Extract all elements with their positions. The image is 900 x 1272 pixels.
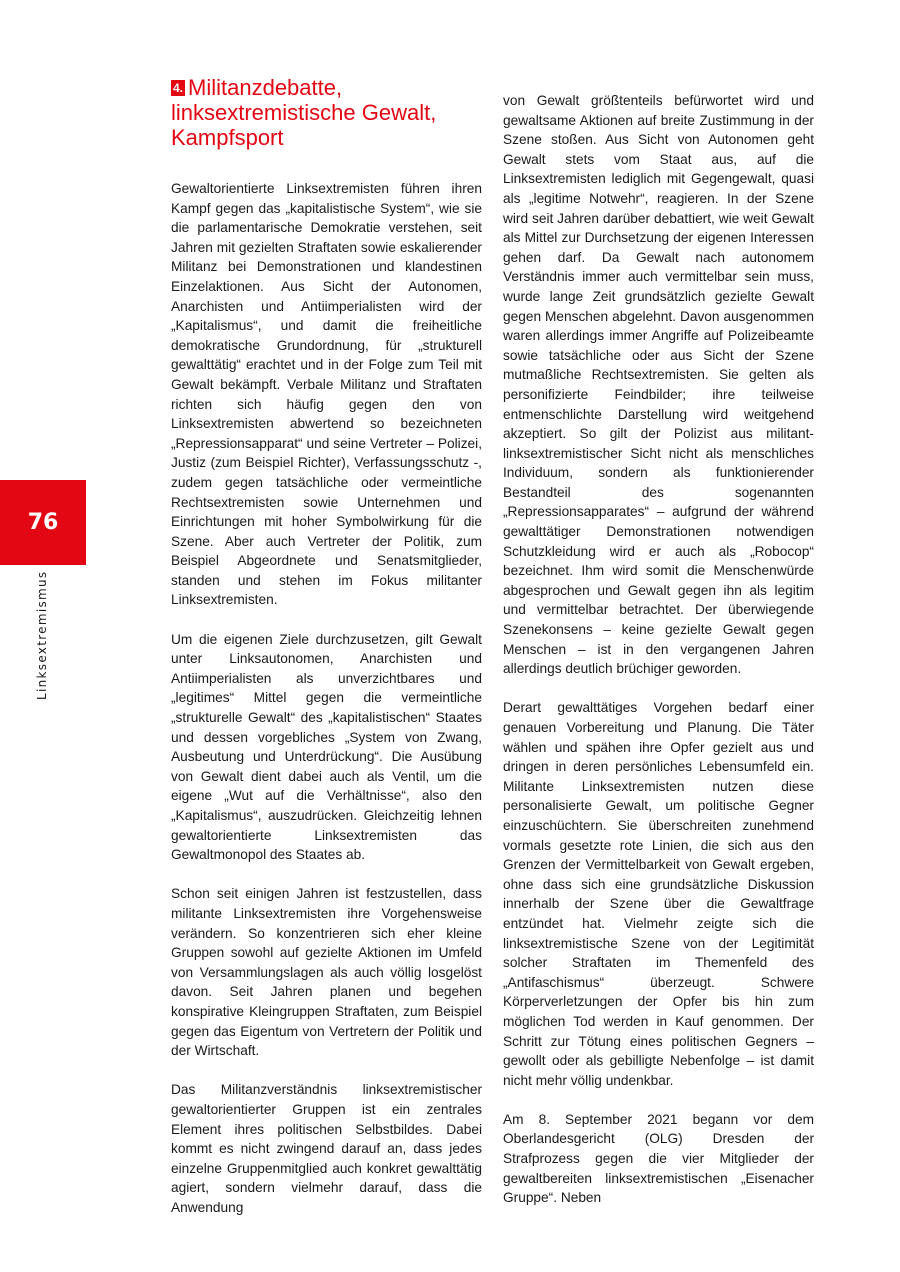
section-label: Linksextremismus [35, 570, 49, 700]
paragraph: Am 8. September 2021 begann vor dem Oberlandesgericht (OLG) Dresden der Strafprozess gegen die vier Mitglieder der gewaltbereiten linksextremistischen „Eisenacher Gruppe“. Neben [503, 1111, 814, 1206]
left-column [171, 75, 482, 1237]
page-number: 76 [27, 510, 59, 535]
paragraph: Derart gewalttätiges Vorgehen bedarf einer genauen Vorbereitung und Planung. Die Täter wählen und spähen ihre Opfer gezielt aus und dringen in deren persönliches Lebensumfeld ein. Militante Linksextremisten nutzen diese personalisierte Gewalt, um politische Gegner einzuschüchtern. Sie überschreiten zunehmend vormals gesetzte rote Linien, die sich aus den Grenzen der Vermittelbarkeit von Gewalt ergeben, ohne dass sich eine grundsätzliche Diskussion innerhalb der Szene über die Gewaltfrage entzündet hat. Vielmehr zeigte sich die linksextremistische Szene von der Legitimität solcher Straftaten im Themenfeld des „Antifaschismus“ überzeugt. Schwere Körperverletzungen der Opfer bis hin zum möglichen Tod werden in Kauf genommen. Der Schritt zur Tötung eines politischen Gegners – gewollt oder als gebilligte Nebenfolge – ist damit nicht mehr völlig undenkbar. [503, 700, 814, 1088]
paragraph: Das Militanzverständnis linksextremistischer gewaltorientierter Gruppen ist ein zentrales Element ihres politischen Selbstbildes. Dabei kommt es nicht zwingend darauf an, dass jedes einzelne Gruppenmitglied auch konkret gewalttätig agiert, sondern vielmehr darauf, dass die Anwendung [171, 1082, 482, 1215]
paragraph: Gewaltorientierte Linksextremisten führen ihren Kampf gegen das „kapitalistische System“, wie sie die parlamentarische Demokratie verstehen, seit Jahren mit gezielten Straftaten sowie eskalierender Militanz bei Demonstrationen und klandestinen Einzelaktionen. Aus Sicht der Autonomen, Anarchisten und Antiimperialisten wird der „Kapitalismus“, und damit die freiheitliche demokratische Grundordnung, für „strukturell gewalttätig“ erachtet und in der Folge zum Teil mit Gewalt bekämpft. Verbale Militanz und Straftaten richten sich häufig gegen den von Linksextremisten abwertend so bezeichneten „Repressionsapparat“ und seine Vertreter – Polizei, Justiz (zum Beispiel Richter), Verfassungsschutz -, zudem gegen tatsächliche oder vermeintliche Rechtsextremisten sowie Unternehmen und Einrichtungen mit hoher Symbolwirkung für die Szene. Aber auch Vertreter der Politik, zum Beispiel Abgeordnete und Senatsmitglieder, standen und stehen im Fokus militanter Linksextremisten. [171, 181, 482, 608]
section-heading [171, 75, 482, 150]
paragraph: Um die eigenen Ziele durchzusetzen, gilt Gewalt unter Linksautonomen, Anarchisten und Antiimperialisten als unverzichtbares und „legitimes“ Mittel gegen die vermeintliche „strukturelle Gewalt“ des „kapitalistischen“ Staates und dessen vorgebliches „System von Zwang, Ausbeutung und Unterdrückung“. Die Ausübung von Gewalt dient dabei auch als Ventil, um die eigene „Wut auf die Verhältnisse“, also den „Kapitalismus“, auszudrücken. Gleichzeitig lehnen gewaltorientierte Linksextremisten das Gewaltmonopol des Staates ab. [171, 631, 482, 863]
paragraph: Schon seit einigen Jahren ist festzustellen, dass militante Linksextremisten ihre Vorgehensweise verändern. So konzentrieren sich eher kleine Gruppen sowohl auf gezielte Aktionen im Umfeld von Versammlungslagen als auch völlig losgelöst davon. Seit Jahren planen und begehen konspirative Kleingruppen Straftaten, zum Beispiel gegen das Eigentum von Vertretern der Politik und der Wirtschaft. [171, 886, 482, 1059]
paragraph: von Gewalt größtenteils befürwortet wird und gewaltsame Aktionen auf breite Zustimmung in der Szene stoßen. Aus Sicht von Autonomen geht Gewalt stets vom Staat aus, auf die Linksextremisten lediglich mit Gegengewalt, quasi als „legitime Notwehr“, reagieren. In der Szene wird seit Jahren darüber debattiert, wie weit Gewalt als Mittel zur Durchsetzung der eigenen Interessen gehen darf. Da Gewalt nach autonomem Verständnis immer auch vermittelbar sein muss, wurde lange Zeit grundsätzlich gezielte Gewalt gegen Menschen abgelehnt. Davon ausgenommen waren allerdings immer Angriffe auf Polizeibeamte sowie tatsächliche oder aus Sicht der Szene mutmaßliche Rechtsextremisten. Sie gelten als personifizierte Feindbilder; ihre teilweise entmenschlichte Darstellung wird weitgehend akzeptiert. So gilt der Polizist aus militant-linksextremistischer Sicht nicht als menschliches Individuum, sondern als funktionierender Bestandteil des sogenannten „Repressionsapparates“ – aufgrund der während gewalttätiger Demonstrationen notwendigen Schutzkleidung wird er auch als „Robocop“ bezeichnet. Ihm wird somit die Menschenwürde abgesprochen und Gewalt gegen ihn als legitim und vermittelbar betrachtet. Der überwiegende Szenekonsens – keine gezielte Gewalt gegen Menschen – ist in den vergangenen Jahren allerdings deutlich brüchiger geworden. [503, 93, 814, 677]
right-column [503, 91, 814, 1227]
page-number-tab [0, 480, 86, 565]
heading-number-badge: 4. [173, 81, 184, 95]
heading-title: Militanzdebatte, linksextremistische Gewalt, Kampfsport [171, 75, 437, 150]
